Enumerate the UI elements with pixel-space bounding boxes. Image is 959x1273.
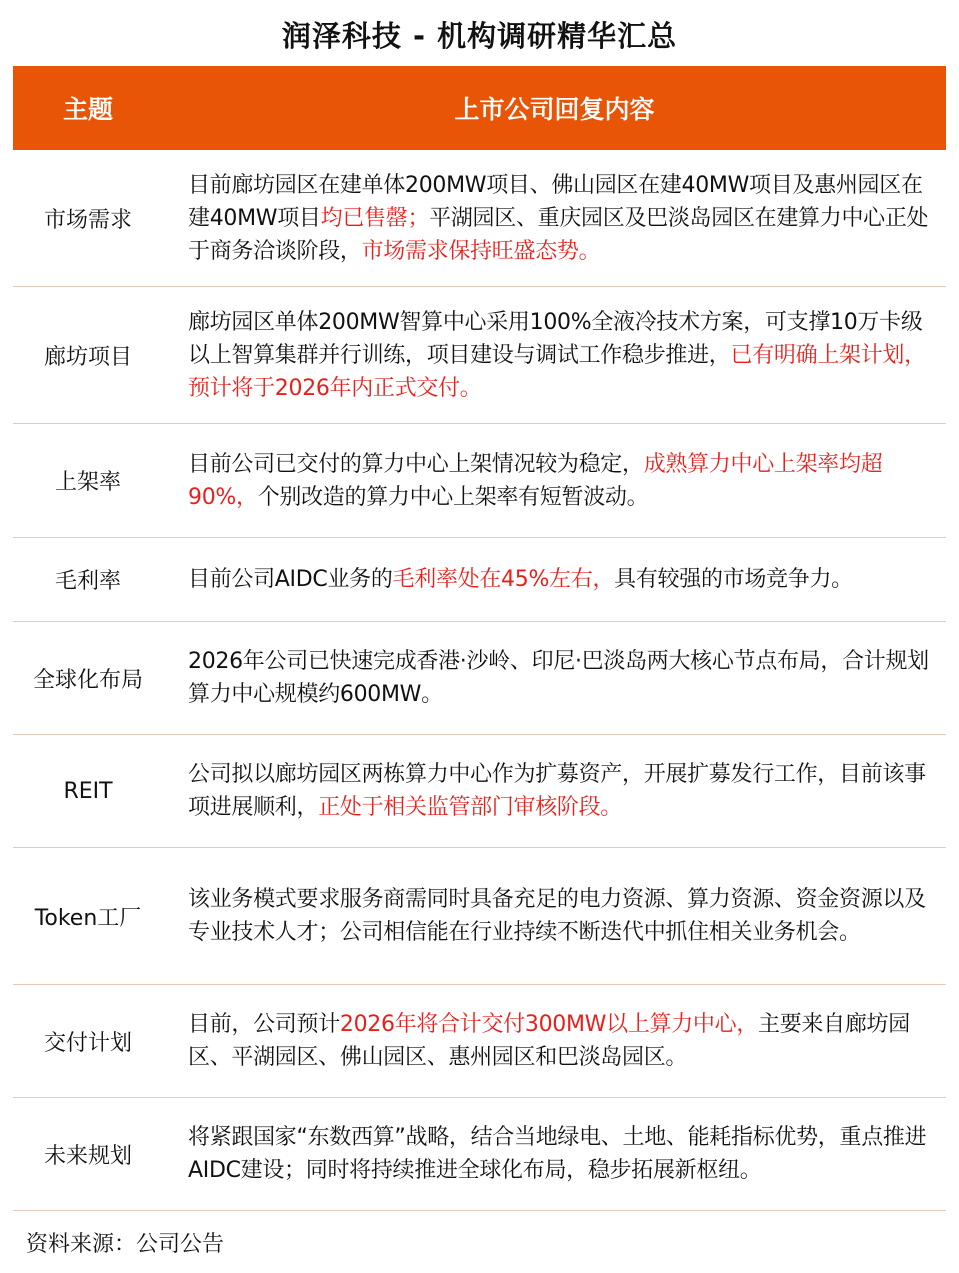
page-title: 润泽科技 - 机构调研精华汇总 <box>281 19 678 53</box>
highlight-text: 2026年将合计交付300MW以上算力中心， <box>339 1012 759 1037</box>
highlight-text: 成熟算力中心上架率均超90%， <box>188 451 883 510</box>
row-content <box>163 448 946 514</box>
table-row <box>13 287 946 424</box>
content-text: 目前廊坊园区在建单体200MW项目、佛山园区在建40MW项目及惠州园区在建40MW项目 <box>188 172 923 231</box>
row-topic: 廊坊项目 <box>43 344 132 370</box>
table-row <box>13 622 946 735</box>
table-row <box>13 848 946 985</box>
row-topic: 上架率 <box>54 470 121 495</box>
table-row <box>13 735 946 848</box>
source-note: 资料来源：公司公告 <box>26 1232 225 1257</box>
row-content <box>163 883 946 949</box>
row-content <box>163 306 946 405</box>
content-text: 廊坊园区单体200MW智算中心采用100%全液冷技术方案，可支撑10万卡级以上智算集群并行训练，项目建设与调试工作稳步推进， <box>188 309 923 368</box>
highlight-text: 正处于相关监管部门审核阶段。 <box>318 795 623 820</box>
content-text: 2026年公司已快速完成香港·沙岭、印尼·巴淡岛两大核心节点布局，合计规划算力中心规模约600MW。 <box>188 649 929 707</box>
table-row <box>13 538 946 622</box>
content-text: 平湖园区、重庆园区及巴淡岛园区在建算力中心正处于商务洽谈阶段， <box>188 205 929 264</box>
table-row <box>13 1098 946 1211</box>
table-row <box>13 985 946 1098</box>
content-text: 该业务模式要求服务商需同时具备充足的电力资源、算力资源、资金资源以及专业技术人才；公司相信能在行业持续不断迭代中抓住相关业务机会。 <box>188 887 926 945</box>
highlight-text: 已有明确上架计划，预计将于2026年内正式交付。 <box>188 342 926 401</box>
row-topic: 全球化布局 <box>32 667 143 693</box>
table-header <box>13 66 946 150</box>
content-text: 目前公司AIDC业务的 <box>188 567 393 592</box>
content-text: 主要来自廊坊园区、平湖园区、佛山园区、惠州园区和巴淡岛园区。 <box>188 1012 910 1070</box>
content-text: 目前公司已交付的算力中心上架情况较为稳定， <box>188 451 644 477</box>
row-topic: 毛利率 <box>54 569 121 594</box>
content-text: 具有较强的市场竞争力。 <box>614 567 853 592</box>
row-topic: REIT <box>63 778 113 804</box>
row-topic: 未来规划 <box>43 1143 132 1169</box>
table-row <box>13 424 946 538</box>
row-content <box>163 1121 946 1187</box>
header-content: 上市公司回复内容 <box>454 95 655 124</box>
row-content <box>163 758 946 824</box>
highlight-text: 毛利率处在45%左右， <box>392 567 615 592</box>
row-content <box>163 169 946 268</box>
row-content <box>163 645 946 711</box>
content-text: 将紧跟国家“东数西算”战略，结合当地绿电、土地、能耗指标优势，重点推进AIDC建设；同时将持续推进全球化布局，稳步拓展新枢纽。 <box>188 1125 927 1183</box>
content-text: 个别改造的算力中心上架率有短暂波动。 <box>257 484 649 510</box>
highlight-text: 均已售罄； <box>320 205 430 231</box>
table-body <box>13 150 946 1211</box>
summary-table <box>13 66 946 1211</box>
row-topic: 交付计划 <box>43 1030 132 1056</box>
row-content <box>163 563 946 596</box>
highlight-text: 市场需求保持旺盛态势。 <box>361 238 601 264</box>
row-content <box>163 1008 946 1074</box>
content-text: 公司拟以廊坊园区两栋算力中心作为扩募资产，开展扩募发行工作，目前该事项进展顺利， <box>188 762 926 820</box>
row-topic: 市场需求 <box>43 207 132 233</box>
table-row <box>13 150 946 287</box>
row-topic: Token工厂 <box>34 905 142 931</box>
header-topic: 主题 <box>62 95 113 124</box>
content-text: 目前，公司预计 <box>188 1012 340 1037</box>
